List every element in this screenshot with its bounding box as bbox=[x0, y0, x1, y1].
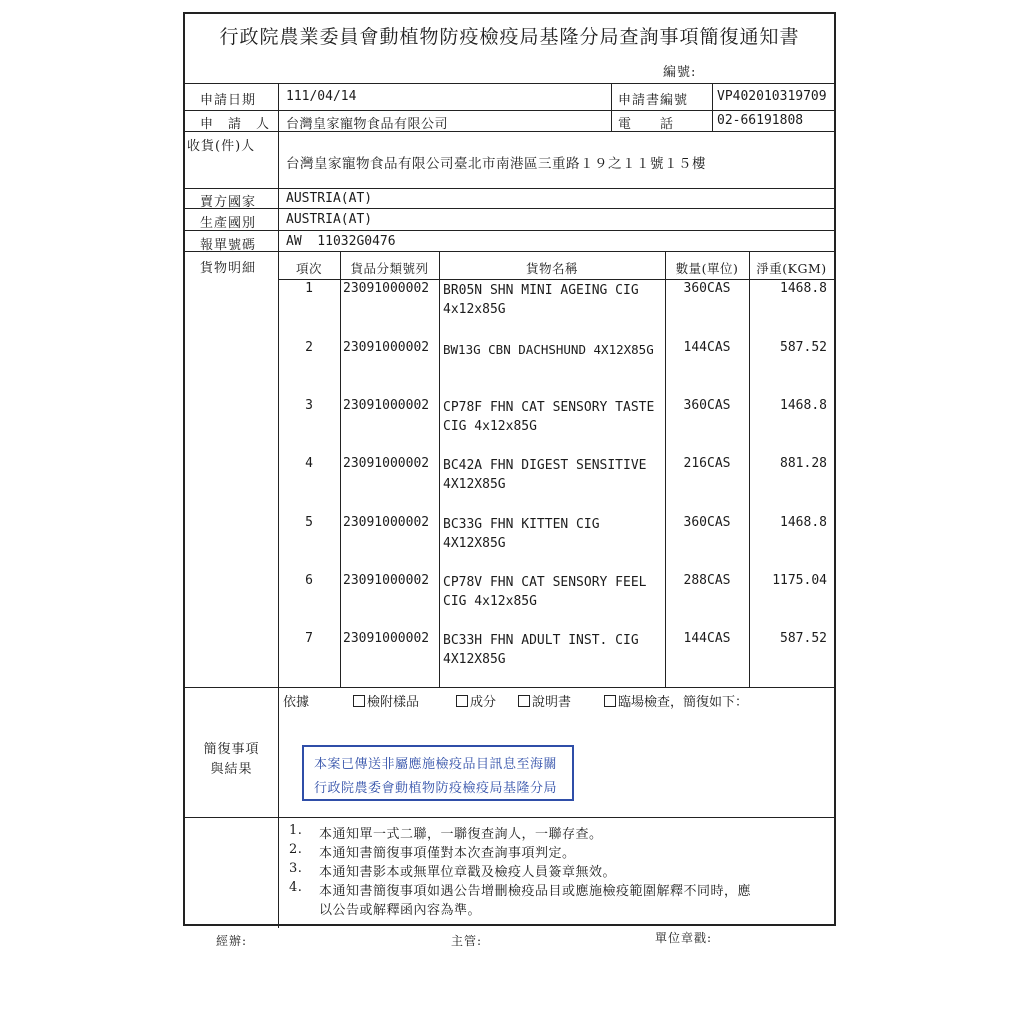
row-1-code: 23091000002 bbox=[343, 281, 430, 296]
note-4-num: 4. bbox=[289, 880, 303, 895]
col-header-qty: 數量(單位) bbox=[675, 261, 739, 276]
row-2-code: 23091000002 bbox=[343, 340, 430, 355]
row-5-name: BC33G FHN KITTEN CIG 4X12X85G bbox=[443, 517, 600, 551]
seller-country-label: 賣方國家 bbox=[200, 195, 257, 210]
basis-label: 依據 bbox=[283, 695, 310, 710]
handler-label: 經辦: bbox=[216, 934, 248, 948]
row-6-code: 23091000002 bbox=[343, 573, 430, 588]
row-2-no: 2 bbox=[305, 340, 313, 355]
row-5-code: 23091000002 bbox=[343, 515, 430, 530]
origin-label: 生產國別 bbox=[200, 216, 257, 231]
note-1-text: 本通知單一式二聯，一聯復查詢人，一聯存查。 bbox=[319, 827, 603, 842]
seller-country-value: AUSTRIA(AT) bbox=[286, 191, 373, 206]
row-7-weight: 587.52 bbox=[780, 631, 827, 646]
row-4-qty: 216CAS bbox=[683, 456, 731, 471]
row-1-no: 1 bbox=[305, 281, 313, 296]
note-2-text: 本通知書簡復事項僅對本次查詢事項判定。 bbox=[319, 846, 576, 861]
applicant-value: 台灣皇家寵物食品有限公司 bbox=[286, 117, 449, 132]
option-manual: 說明書 bbox=[518, 691, 571, 710]
col-header-no: 項次 bbox=[295, 261, 322, 276]
row-5-qty: 360CAS bbox=[683, 515, 731, 530]
apply-no-value: VP402010319709 bbox=[717, 89, 827, 104]
note-5-text: 以公告或解釋函內容為準。 bbox=[319, 903, 482, 918]
option-inspection: 臨場檢查，簡復如下： bbox=[604, 691, 748, 710]
row-6-no: 6 bbox=[305, 573, 313, 588]
stamp-line-2: 行政院農委會動植物防疫檢疫局基隆分局 bbox=[314, 781, 558, 796]
row-6-qty: 288CAS bbox=[683, 573, 731, 588]
official-stamp bbox=[302, 745, 574, 801]
row-3-name: CP78F FHN CAT SENSORY TASTE CIG 4x12x85G bbox=[443, 400, 655, 434]
phone-value: 02-66191808 bbox=[717, 113, 804, 128]
row-4-weight: 881.28 bbox=[780, 456, 827, 471]
col-header-code: 貨品分類號列 bbox=[350, 261, 429, 276]
row-2-name: BW13G CBN DACHSHUND 4X12X85G bbox=[443, 342, 654, 357]
row-1-qty: 360CAS bbox=[683, 281, 731, 296]
checkbox-sample bbox=[353, 695, 365, 707]
option-ingredients: 成分 bbox=[456, 691, 496, 710]
row-2-weight: 587.52 bbox=[780, 340, 827, 355]
document-title: 行政院農業委員會動植物防疫檢疫局基隆分局查詢事項簡復通知書 bbox=[219, 26, 800, 48]
note-4-text: 本通知書簡復事項如遇公告增刪檢疫品目或應施檢疫範圍解釋不同時，應 bbox=[319, 884, 752, 899]
col-header-name: 貨物名稱 bbox=[525, 261, 578, 276]
consignee-value: 台灣皇家寵物食品有限公司臺北市南港區三重路１９之１１號１５樓 bbox=[286, 156, 706, 172]
row-1-weight: 1468.8 bbox=[780, 281, 827, 296]
note-3-text: 本通知書影本或無單位章戳及檢疫人員簽章無效。 bbox=[319, 865, 617, 880]
row-1-name: BR05N SHN MINI AGEING CIG 4x12x85G bbox=[443, 283, 639, 317]
goods-label: 貨物明細 bbox=[200, 261, 257, 276]
note-1-num: 1. bbox=[289, 823, 303, 838]
row-7-code: 23091000002 bbox=[343, 631, 430, 646]
origin-value: AUSTRIA(AT) bbox=[286, 212, 373, 227]
stamp-line-1: 本案已傳送非屬應施檢疫品目訊息至海關 bbox=[314, 757, 558, 772]
row-3-qty: 360CAS bbox=[683, 398, 731, 413]
row-5-no: 5 bbox=[305, 515, 313, 530]
notice-form bbox=[183, 12, 836, 926]
row-4-no: 4 bbox=[305, 456, 313, 471]
note-3-num: 3. bbox=[289, 861, 303, 876]
result-label-line2: 與結果 bbox=[210, 762, 253, 777]
row-7-name: BC33H FHN ADULT INST. CIG 4X12X85G bbox=[443, 633, 639, 667]
row-3-weight: 1468.8 bbox=[780, 398, 827, 413]
col-header-weight: 淨重(KGM) bbox=[756, 261, 827, 276]
row-3-no: 3 bbox=[305, 398, 313, 413]
phone-label: 電 話 bbox=[618, 117, 675, 132]
note-2-num: 2. bbox=[289, 842, 303, 857]
row-3-code: 23091000002 bbox=[343, 398, 430, 413]
apply-date-value: 111/04/14 bbox=[286, 89, 357, 104]
row-6-name: CP78V FHN CAT SENSORY FEEL CIG 4x12x85G bbox=[443, 575, 647, 609]
row-6-weight: 1175.04 bbox=[772, 573, 827, 588]
row-5-weight: 1468.8 bbox=[780, 515, 827, 530]
apply-date-label: 申請日期 bbox=[200, 93, 257, 108]
applicant-label: 申 請 人 bbox=[200, 117, 271, 132]
option-sample: 檢附樣品 bbox=[353, 691, 419, 710]
checkbox-ingredients bbox=[456, 695, 468, 707]
row-4-code: 23091000002 bbox=[343, 456, 430, 471]
seal-label: 單位章戳: bbox=[655, 931, 713, 945]
row-4-name: BC42A FHN DIGEST SENSITIVE 4X12X85G bbox=[443, 458, 647, 492]
row-7-qty: 144CAS bbox=[683, 631, 731, 646]
row-2-qty: 144CAS bbox=[683, 340, 731, 355]
supervisor-label: 主管: bbox=[451, 934, 483, 948]
result-label-line1: 簡復事項 bbox=[203, 742, 260, 757]
apply-no-label: 申請書編號 bbox=[618, 93, 689, 108]
checkbox-manual bbox=[518, 695, 530, 707]
row-7-no: 7 bbox=[305, 631, 313, 646]
checkbox-inspection bbox=[604, 695, 616, 707]
consignee-label: 收貨(件)人 bbox=[187, 139, 256, 154]
declaration-label: 報單號碼 bbox=[200, 238, 257, 253]
document-number-label: 編號: bbox=[663, 65, 697, 80]
declaration-value: AW 11032G0476 bbox=[286, 234, 396, 249]
